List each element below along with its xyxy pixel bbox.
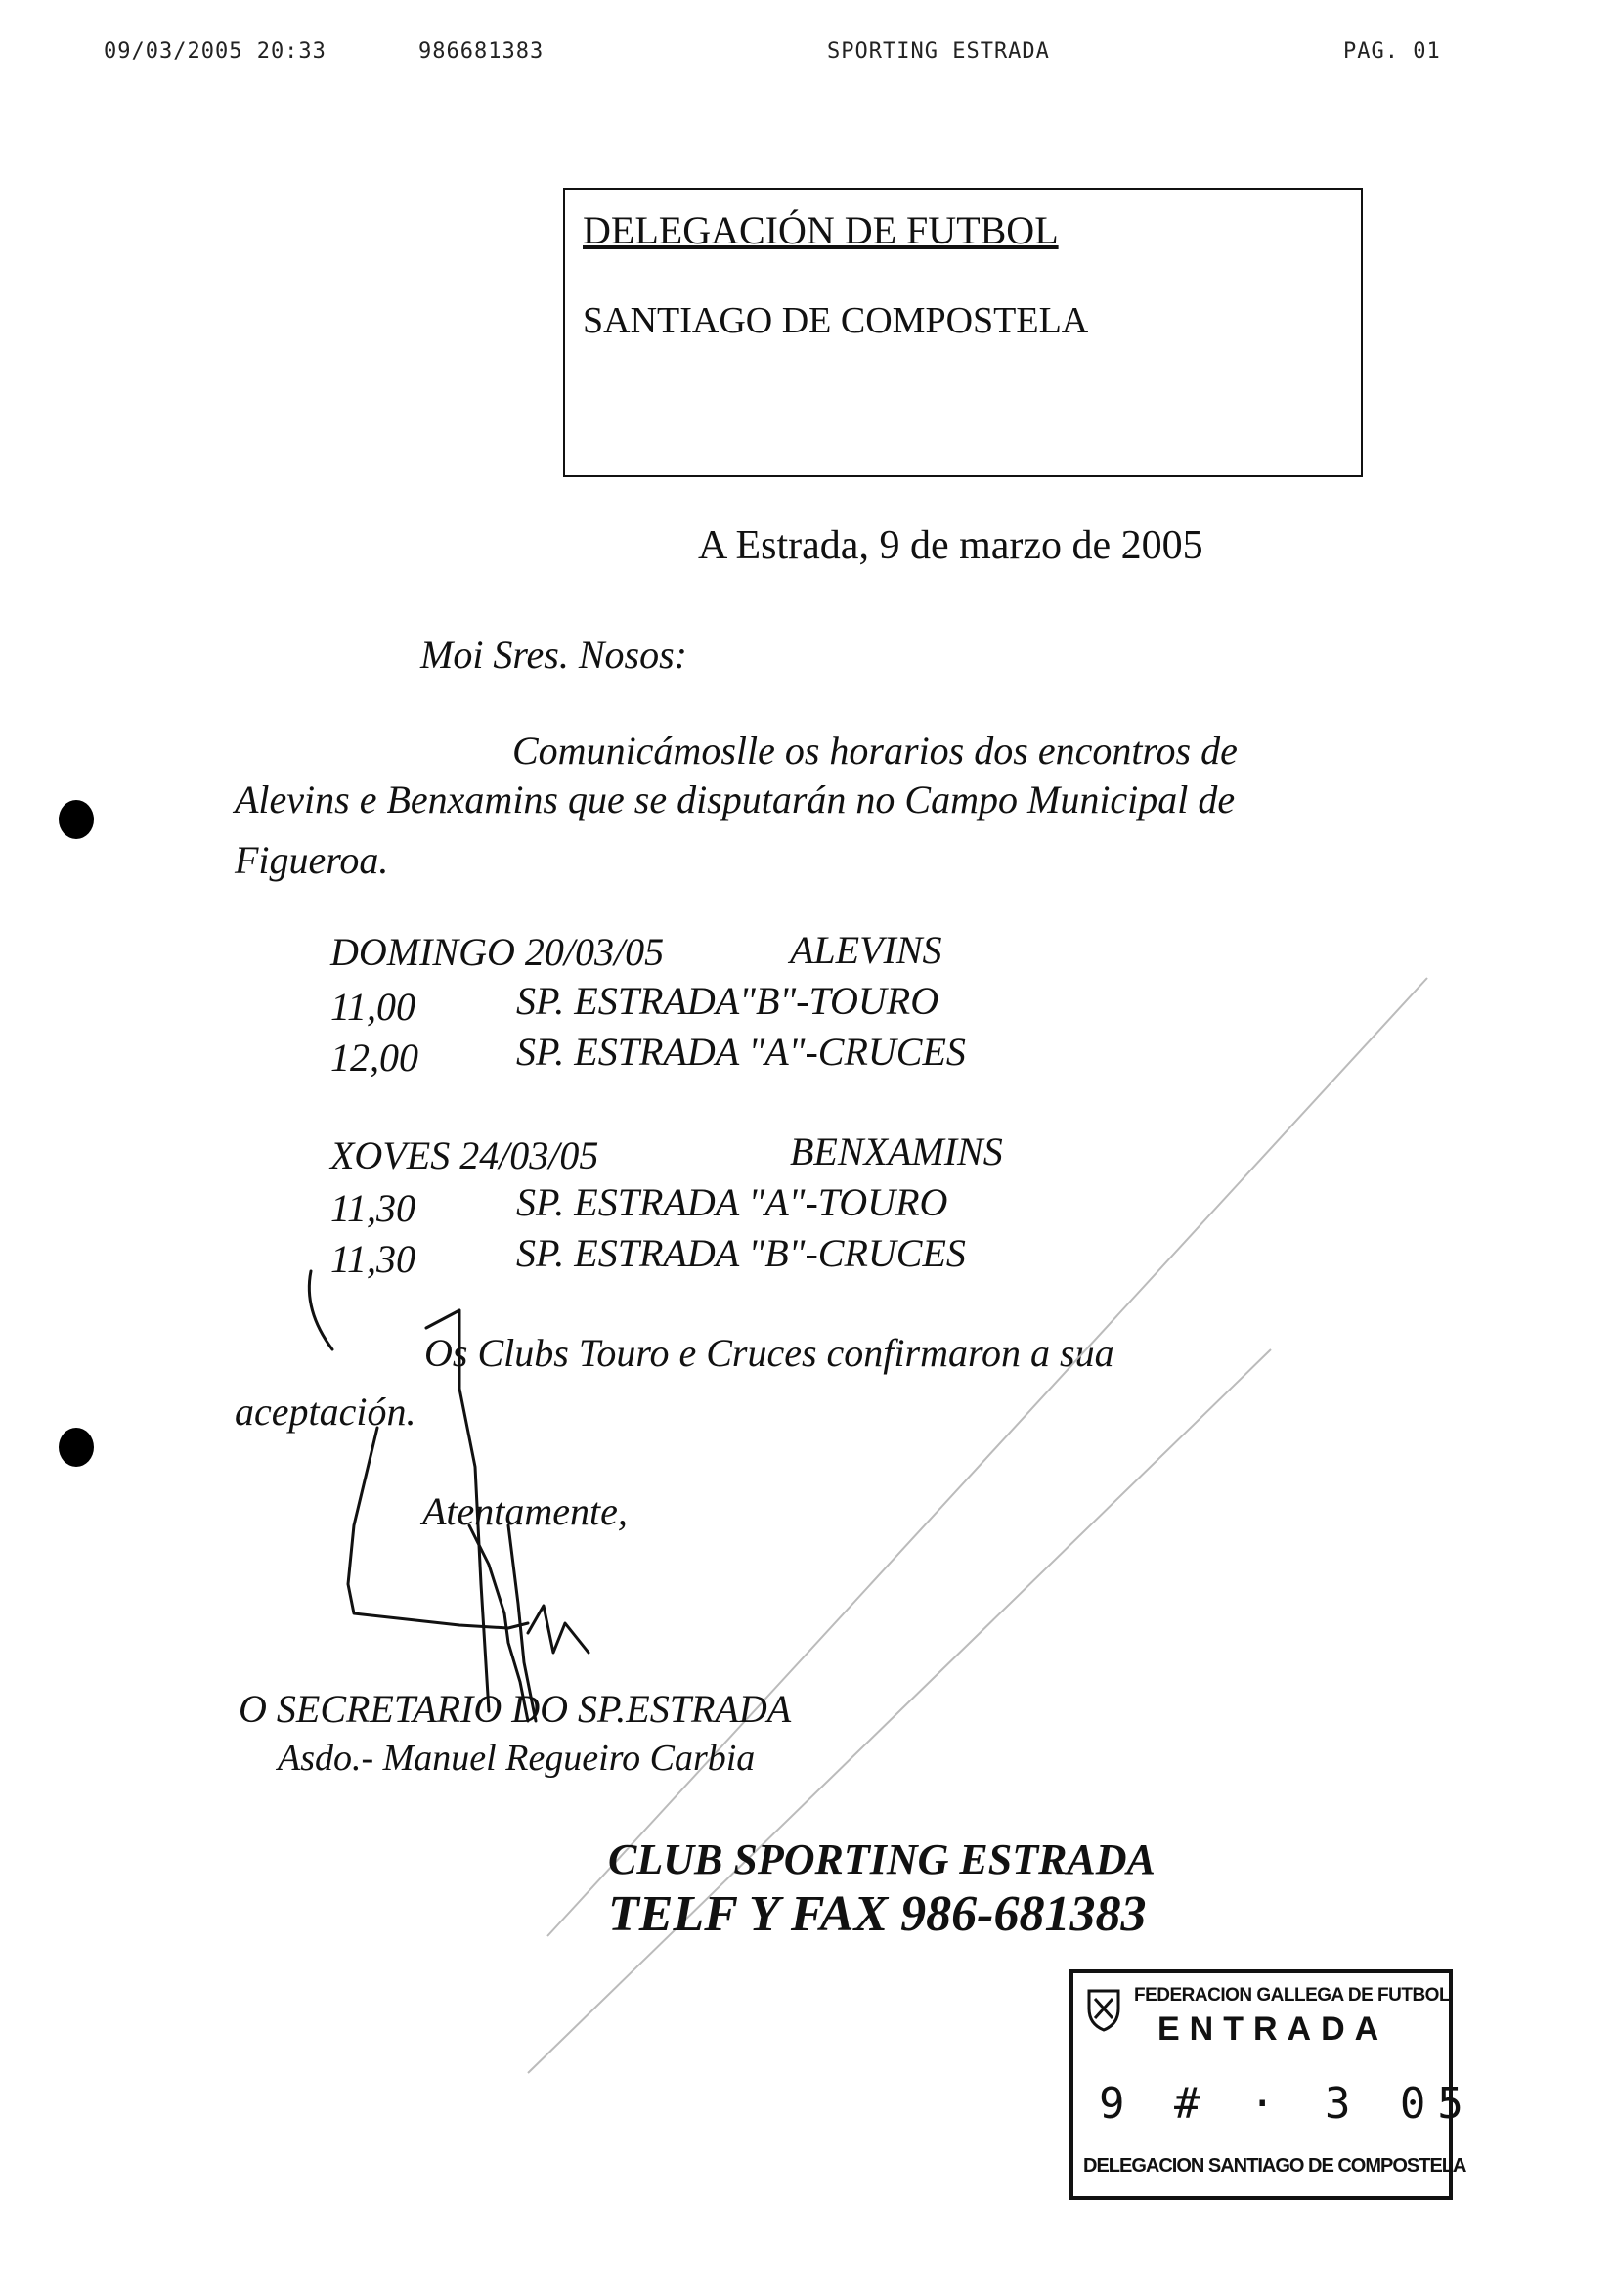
salutation: Moi Sres. Nosos: [420,633,687,677]
closing: Atentamente, [422,1489,628,1533]
signer-title: O SECRETARIO DO SP.ESTRADA [239,1687,792,1731]
federation-shield-icon [1087,1989,1120,2032]
stamp-date: 9 # · 3 05 [1099,2079,1475,2129]
schedule-match: SP. ESTRADA"B"-TOURO [516,979,939,1023]
entry-stamp [1069,1969,1475,2200]
punch-hole [59,800,94,839]
fax-phone: 986681383 [418,39,545,64]
fax-sender: SPORTING ESTRADA [827,39,1050,64]
recipient-line2: SANTIAGO DE COMPOSTELA [583,300,1089,341]
schedule-category-1: ALEVINS [790,928,942,972]
body-line-2: Alevins e Benxamins que se disputarán no Campo Municipal de [235,777,1236,821]
stamp-label: ENTRADA [1157,2010,1389,2048]
schedule-time: 11,30 [330,1237,416,1281]
footer-contact: TELF Y FAX 986-681383 [608,1886,1147,1942]
body-line-1: Comunicámoslle os horarios dos encontros de [512,729,1238,773]
footer-club: CLUB SPORTING ESTRADA [608,1835,1156,1883]
schedule-match: SP. ESTRADA "A"-CRUCES [516,1030,966,1074]
schedule-time: 11,00 [330,985,416,1029]
fax-datetime: 09/03/2005 20:33 [104,39,327,64]
schedule-time: 11,30 [330,1186,416,1230]
schedule-category-2: BENXAMINS [790,1129,1003,1173]
schedule-time: 12,00 [330,1036,418,1080]
confirmation-line-1: Os Clubs Touro e Cruces confirmaron a sua [424,1331,1114,1375]
stamp-federation: FEDERACION GALLEGA DE FUTBOL [1134,1985,1451,2006]
fax-page-number: PAG. 01 [1343,39,1441,64]
stamp-delegation: DELEGACION SANTIAGO DE COMPOSTELA [1083,2155,1466,2177]
schedule-day-2: XOVES 24/03/05 [330,1133,599,1177]
recipient-line1: DELEGACIÓN DE FUTBOL [583,208,1059,252]
confirmation-line-2: aceptación. [235,1390,416,1434]
punch-hole [59,1428,94,1467]
schedule-day-1: DOMINGO 20/03/05 [330,930,665,974]
schedule-match: SP. ESTRADA "A"-TOURO [516,1180,948,1224]
schedule-match: SP. ESTRADA "B"-CRUCES [516,1231,966,1275]
body-line-3: Figueroa. [235,838,389,882]
signer-name: Asdo.- Manuel Regueiro Carbia [278,1738,756,1779]
date-line: A Estrada, 9 de marzo de 2005 [698,523,1203,568]
